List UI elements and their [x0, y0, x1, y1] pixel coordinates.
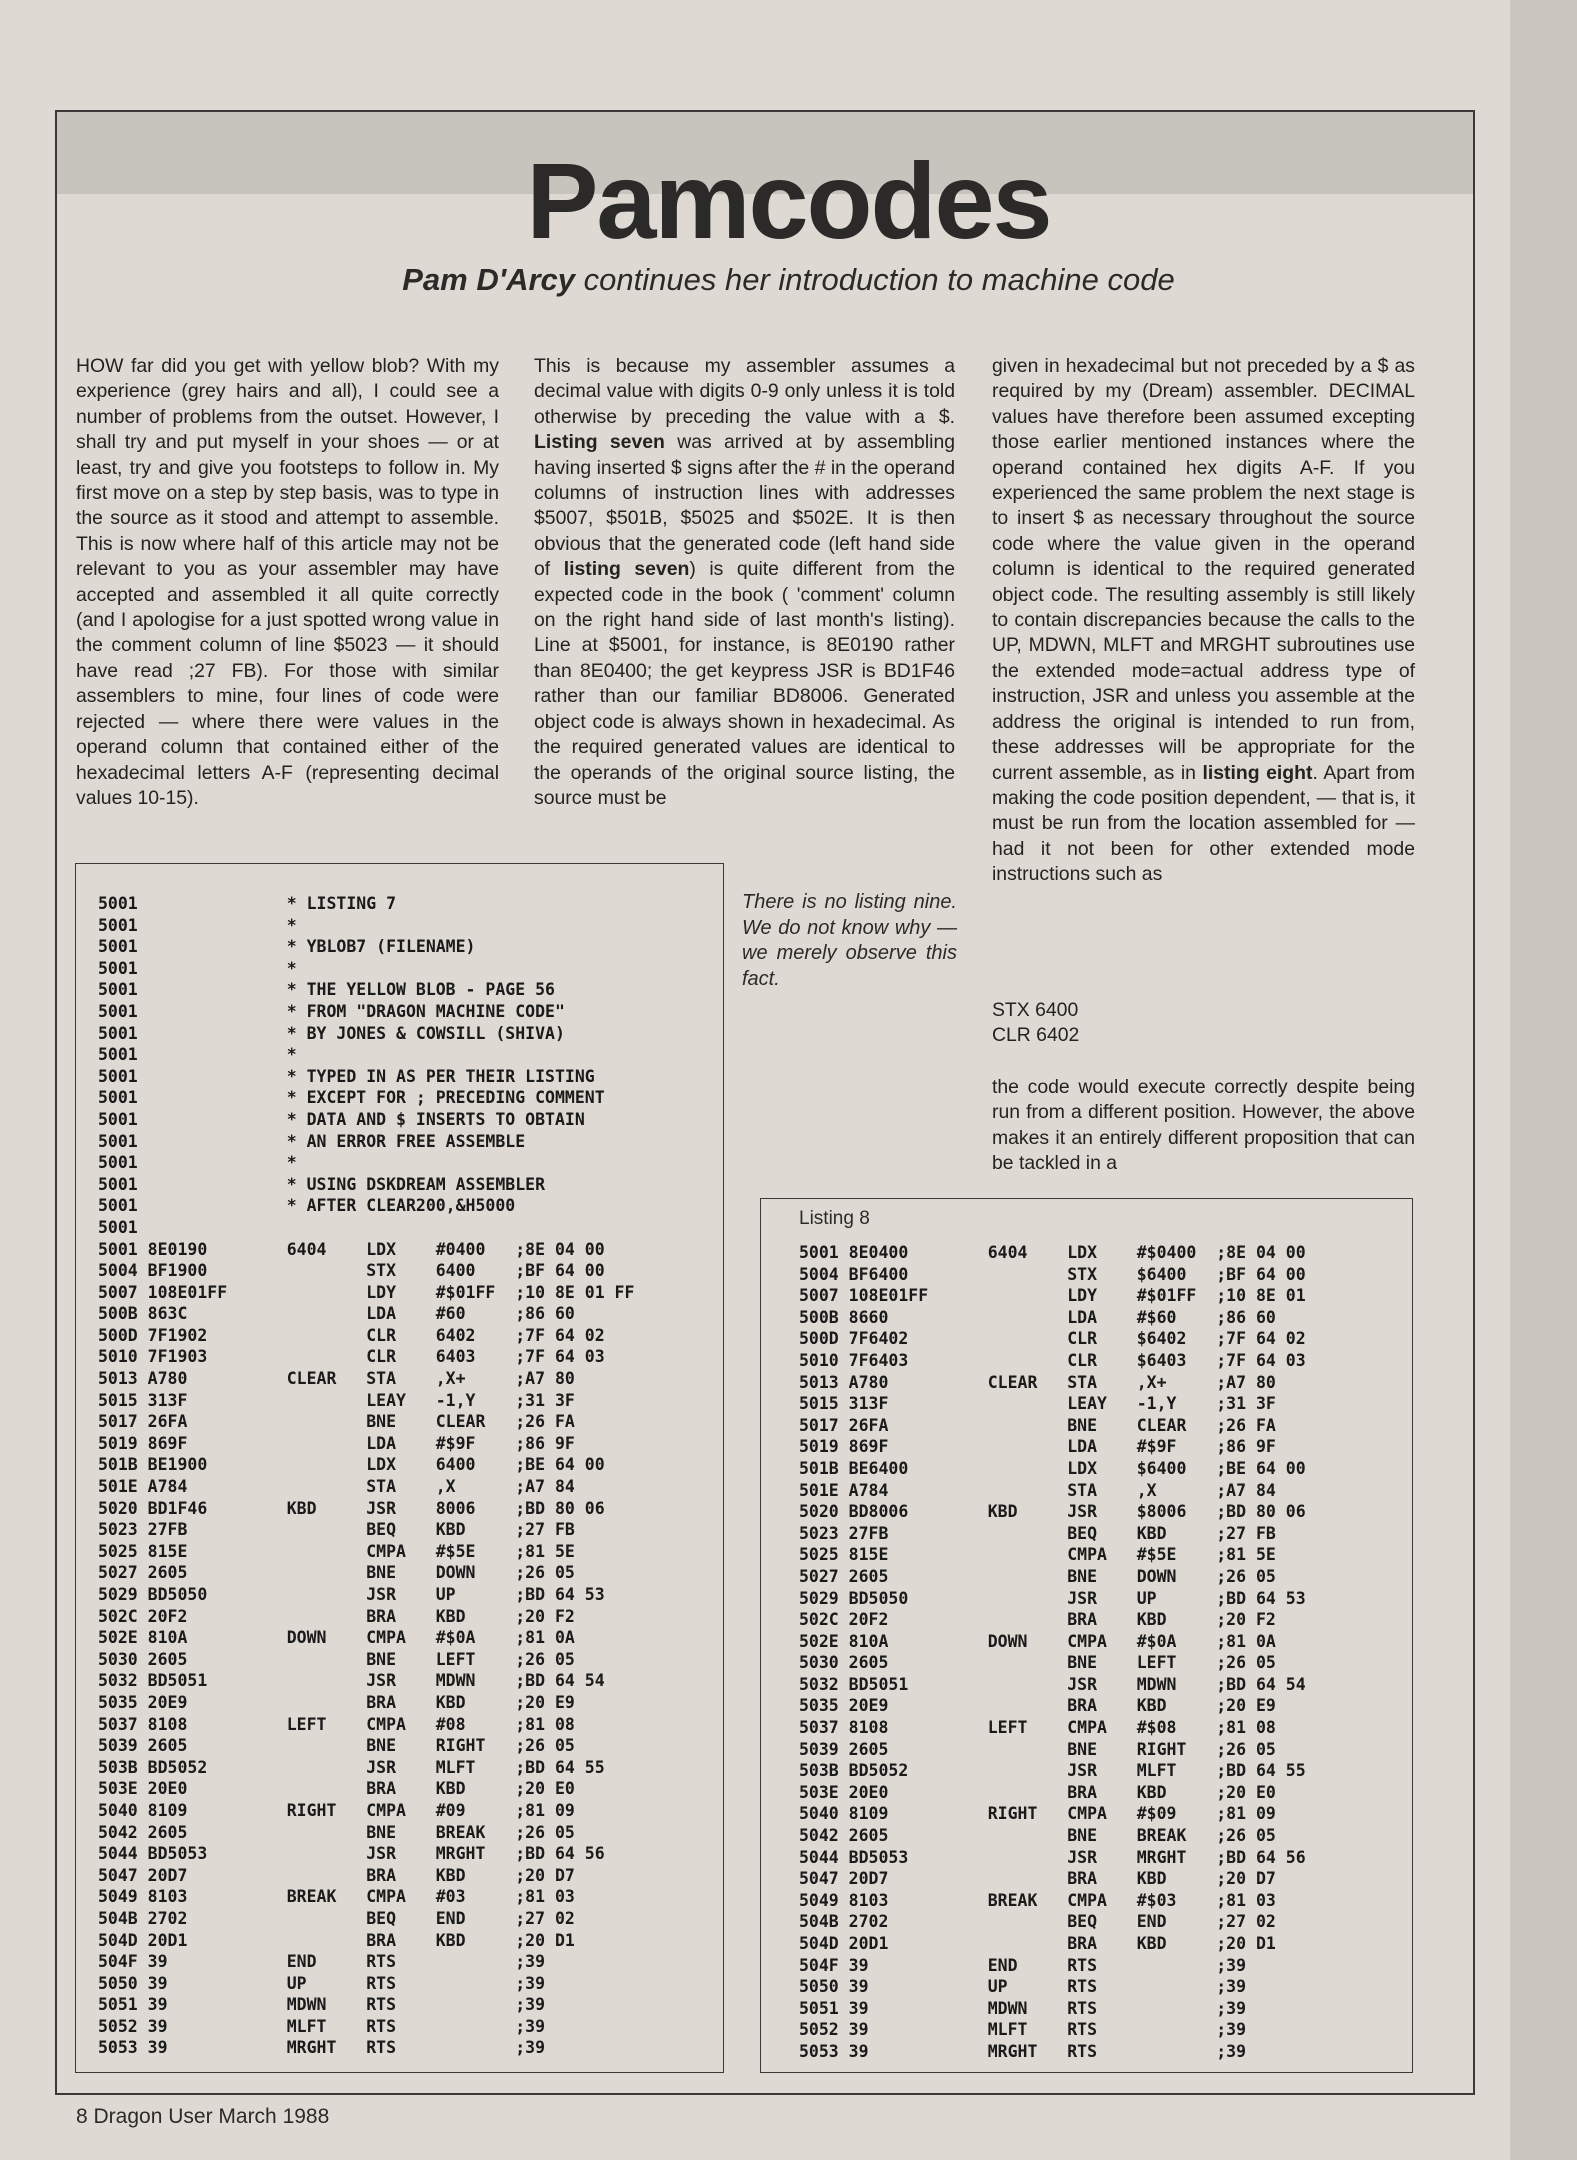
listing-7-code: [98, 893, 634, 2059]
code-listing-line: 5001 * AN ERROR FREE ASSEMBLE: [98, 1131, 526, 1151]
code-listing-line: 5032 BD5051 JSR MDWN ;BD 64 54: [799, 1674, 1306, 1694]
code-line: CLR 6402: [992, 1024, 1080, 1047]
code-listing-line: 5001 8E0190 6404 LDX #0400 ;8E 04 00: [98, 1239, 605, 1259]
code-listing-line: 5052 39 MLFT RTS ;39: [98, 2016, 546, 2036]
code-listing-line: 5047 20D7 BRA KBD ;20 D7: [799, 1869, 1276, 1889]
code-listing-line: 5001 *: [98, 915, 297, 935]
listing-reference: listing eight: [1202, 761, 1313, 784]
code-listing-line: 5001 * THE YELLOW BLOB - PAGE 56: [98, 980, 555, 1000]
body-column-1: [76, 354, 499, 811]
code-listing-line: 5047 20D7 BRA KBD ;20 D7: [98, 1865, 575, 1885]
code-listing-line: 5020 BD1F46 KBD JSR 8006 ;BD 80 06: [98, 1498, 605, 1518]
code-listing-line: 5053 39 MRGHT RTS ;39: [799, 2041, 1247, 2061]
code-listing-line: 5013 A780 CLEAR STA ,X+ ;A7 80: [98, 1369, 575, 1389]
byline-text: continues her introduction to machine code: [575, 262, 1175, 297]
code-listing-line: 500B 8660 LDA #$60 ;86 60: [799, 1307, 1276, 1327]
code-listing-line: 504B 2702 BEQ END ;27 02: [799, 1912, 1276, 1932]
article-title: Pamcodes: [526, 140, 1051, 261]
body-column-3: [992, 354, 1415, 888]
code-listing-line: 501E A784 STA ,X ;A7 84: [799, 1480, 1276, 1500]
code-listing-line: 5025 815E CMPA #$5E ;81 5E: [98, 1541, 575, 1561]
code-listing-line: 5001: [98, 1217, 138, 1237]
code-listing-line: 5044 BD5053 JSR MRGHT ;BD 64 56: [799, 1847, 1306, 1867]
code-listing-line: 5032 BD5051 JSR MDWN ;BD 64 54: [98, 1671, 605, 1691]
text-run: This is because my assembler assumes a decimal value with digits 0-9 only unless it is told otherwise by preceding the value with a $.: [534, 355, 955, 428]
code-listing-line: 5029 BD5050 JSR UP ;BD 64 53: [98, 1585, 605, 1604]
code-listing-line: 5001 * USING DSKDREAM ASSEMBLER: [98, 1174, 546, 1194]
listing-8-code: [799, 1242, 1306, 2063]
code-listing-line: 5037 8108 LEFT CMPA #08 ;81 08: [98, 1714, 575, 1734]
code-listing-line: 5004 BF6400 STX $6400 ;BF 64 00: [799, 1264, 1306, 1284]
code-listing-line: 5027 2605 BNE DOWN ;26 05: [799, 1566, 1276, 1586]
author-name: Pam D'Arcy: [402, 262, 576, 297]
code-listing-line: 502C 20F2 BRA KBD ;20 F2: [799, 1610, 1276, 1630]
code-listing-line: 501B BE6400 LDX $6400 ;BE 64 00: [799, 1458, 1306, 1478]
code-listing-line: 5001 * LISTING 7: [98, 894, 397, 913]
facing-page-edge: [1510, 0, 1577, 2160]
code-listing-line: 5039 2605 BNE RIGHT ;26 05: [799, 1739, 1276, 1759]
code-listing-line: 5010 7F6403 CLR $6403 ;7F 64 03: [799, 1350, 1306, 1370]
code-line: STX 6400: [992, 999, 1079, 1021]
code-listing-line: 5001 * AFTER CLEAR200,&H5000: [98, 1196, 516, 1216]
article-byline: [0, 262, 1577, 298]
text-run: was arrived at by assembling having inserted $ signs after the # in the operand columns of instruction lines with addresses $5007, $501B, $5025 and $502E. It is then obvious that the generated code (left hand side of: [534, 431, 956, 581]
code-listing-line: 5015 313F LEAY -1,Y ;31 3F: [98, 1390, 575, 1410]
code-listing-line: 5010 7F1903 CLR 6403 ;7F 64 03: [98, 1347, 605, 1367]
code-listing-line: 503B BD5052 JSR MLFT ;BD 64 55: [799, 1761, 1306, 1781]
code-listing-line: 5023 27FB BEQ KBD ;27 FB: [799, 1523, 1276, 1543]
code-listing-line: 5044 BD5053 JSR MRGHT ;BD 64 56: [98, 1844, 605, 1864]
code-listing-line: 5049 8103 BREAK CMPA #$03 ;81 03: [799, 1890, 1276, 1910]
code-listing-line: 504D 20D1 BRA KBD ;20 D1: [799, 1934, 1276, 1953]
code-listing-line: 5050 39 UP RTS ;39: [799, 1977, 1247, 1997]
code-listing-line: 5017 26FA BNE CLEAR ;26 FA: [98, 1412, 575, 1432]
code-listing-line: 5039 2605 BNE RIGHT ;26 05: [98, 1736, 575, 1756]
code-listing-line: 5051 39 MDWN RTS ;39: [98, 1995, 546, 2015]
code-listing-line: 5029 BD5050 JSR UP ;BD 64 53: [799, 1588, 1306, 1608]
code-listing-line: 5049 8103 BREAK CMPA #03 ;81 03: [98, 1887, 575, 1907]
code-listing-line: 5035 20E9 BRA KBD ;20 E9: [799, 1696, 1276, 1716]
code-listing-line: 5042 2605 BNE BREAK ;26 05: [799, 1826, 1276, 1846]
code-listing-line: 5030 2605 BNE LEFT ;26 05: [98, 1649, 575, 1669]
code-listing-line: 503E 20E0 BRA KBD ;20 E0: [98, 1779, 575, 1799]
code-listing-line: 5052 39 MLFT RTS ;39: [799, 2020, 1247, 2040]
code-listing-line: 5037 8108 LEFT CMPA #$08 ;81 08: [799, 1718, 1276, 1738]
body-paragraph: [534, 354, 955, 811]
code-listing-line: 5053 39 MRGHT RTS ;39: [98, 2038, 546, 2058]
code-listing-line: 5015 313F LEAY -1,Y ;31 3F: [799, 1394, 1276, 1414]
code-listing-line: 5017 26FA BNE CLEAR ;26 FA: [799, 1415, 1276, 1435]
code-listing-line: 5051 39 MDWN RTS ;39: [799, 1998, 1247, 2018]
code-listing-line: 5027 2605 BNE DOWN ;26 05: [98, 1563, 575, 1583]
code-listing-line: 500D 7F1902 CLR 6402 ;7F 64 02: [98, 1325, 605, 1345]
code-listing-line: 5001 * YBLOB7 (FILENAME): [98, 937, 476, 957]
code-listing-line: 5007 108E01FF LDY #$01FF ;10 8E 01 FF: [98, 1282, 635, 1302]
code-listing-line: 5001 8E0400 6404 LDX #$0400 ;8E 04 00: [799, 1243, 1306, 1262]
code-listing-line: 504B 2702 BEQ END ;27 02: [98, 1908, 575, 1928]
code-listing-line: 5001 *: [98, 1045, 297, 1065]
code-listing-line: 5001 * FROM "DRAGON MACHINE CODE": [98, 1001, 565, 1021]
code-listing-line: 500D 7F6402 CLR $6402 ;7F 64 02: [799, 1329, 1306, 1349]
code-listing-line: 5040 8109 RIGHT CMPA #$09 ;81 09: [799, 1804, 1276, 1824]
code-listing-line: 5023 27FB BEQ KBD ;27 FB: [98, 1520, 575, 1540]
code-listing-line: 5030 2605 BNE LEFT ;26 05: [799, 1653, 1276, 1673]
code-listing-line: 500B 863C LDA #60 ;86 60: [98, 1304, 575, 1324]
body-paragraph: the code would execute correctly despite being run from a different position. However, the above makes it an entirely different proposition that can be tackled in a: [992, 1076, 1415, 1175]
body-column-3-continued: [992, 1075, 1415, 1177]
code-listing-line: 5001 * BY JONES & COWSILL (SHIVA): [98, 1023, 565, 1043]
body-paragraph: [992, 354, 1415, 888]
code-listing-line: 501B BE1900 LDX 6400 ;BE 64 00: [98, 1455, 605, 1475]
code-listing-line: 502E 810A DOWN CMPA #$0A ;81 0A: [98, 1628, 575, 1648]
listing-reference: listing seven: [563, 558, 690, 581]
code-listing-line: 504F 39 END RTS ;39: [98, 1952, 546, 1972]
code-listing-line: 504F 39 END RTS ;39: [799, 1955, 1247, 1975]
text-run: given in hexadecimal but not preceded by a $ as required by my (Dream) assembler. DECIMAL values have therefore been assumed excepting those earlier mentioned instances where the operand contained hex digits A-F. If you experienced the same problem the next stage is to insert $ as necessary throughout the source code where the value given in the operand column is identical to the required generated object code. The resulting assembly is still likely to contain discrepancies because the calls to the UP, MDWN, MLFT and MRGHT subroutines use the extended mode=actual address type of instruction, JSR and unless you assemble at the address the original is intended to run from, these addresses will be appropriate for the current assemble, as in: [992, 355, 1415, 784]
code-listing-line: 5050 39 UP RTS ;39: [98, 1973, 546, 1993]
code-listing-line: 5001 *: [98, 1153, 297, 1173]
code-listing-line: 501E A784 STA ,X ;A7 84: [98, 1477, 575, 1497]
listing-8-title: Listing 8: [799, 1208, 870, 1229]
code-listing-line: 5001 * EXCEPT FOR ; PRECEDING COMMENT: [98, 1088, 605, 1108]
body-column-2: [534, 354, 955, 811]
page-footer: 8 Dragon User March 1988: [76, 2105, 330, 2128]
code-listing-line: 5013 A780 CLEAR STA ,X+ ;A7 80: [799, 1372, 1276, 1392]
listing-reference: Listing seven: [534, 431, 665, 454]
code-listing-line: 504D 20D1 BRA KBD ;20 D1: [98, 1930, 575, 1950]
code-listing-line: 5001 * TYPED IN AS PER THEIR LISTING: [98, 1066, 595, 1086]
code-listing-line: 5040 8109 RIGHT CMPA #09 ;81 09: [98, 1800, 575, 1820]
code-listing-line: 5025 815E CMPA #$5E ;81 5E: [799, 1545, 1276, 1565]
code-listing-line: 5019 869F LDA #$9F ;86 9F: [799, 1437, 1276, 1457]
code-listing-line: 5007 108E01FF LDY #$01FF ;10 8E 01: [799, 1286, 1306, 1306]
code-listing-line: 502C 20F2 BRA KBD ;20 F2: [98, 1606, 575, 1626]
code-listing-line: 5001 * DATA AND $ INSERTS TO OBTAIN: [98, 1109, 585, 1129]
body-paragraph: HOW far did you get with yellow blob? With my experience (grey hairs and all), I could see a number of problems from the outset. However, I shall try and put myself in your shoes — or at least, try and give you footsteps to follow in. My first move on a step by step basis, was to type in the source as it stood and attempt to assemble. This is now where half of this article may not be relevant to you as your assembler may have accepted and assembled it all quite correctly (and I apologise for a just spotted wrong value in the comment column of line $5023 — it should have read ;27 FB). For those with similar assemblers to mine, four lines of code were rejected — where there were values in the operand column that contained either of the hexadecimal letters A-F (representing decimal values 10-15).: [76, 355, 499, 809]
code-listing-line: 5020 BD8006 KBD JSR $8006 ;BD 80 06: [799, 1502, 1306, 1522]
code-listing-line: 502E 810A DOWN CMPA #$0A ;81 0A: [799, 1631, 1276, 1651]
code-example: [992, 998, 1415, 1049]
editor-note: There is no listing nine. We do not know why — we merely observe this fact.: [742, 891, 957, 990]
code-listing-line: 503B BD5052 JSR MLFT ;BD 64 55: [98, 1757, 605, 1777]
text-run: . Apart from making the code position dependent, — that is, it must be run from the location assembled for — had it not been for other extended mode instructions such as: [992, 761, 1415, 886]
text-run: ) is quite different from the expected code in the book ( 'comment' column on the right hand side of last month's listing). Line at $5001, for instance, is 8E0190 rather than 8E0400; the get keypress JSR is BD1F46 rather than our familiar BD8006. Generated object code is always shown in hexadecimal. As the required generated values are identical to the operands of the original source listing, the source must be: [534, 558, 955, 809]
code-listing-line: 5042 2605 BNE BREAK ;26 05: [98, 1822, 575, 1842]
code-listing-line: 5019 869F LDA #$9F ;86 9F: [98, 1433, 575, 1453]
code-listing-line: 5004 BF1900 STX 6400 ;BF 64 00: [98, 1261, 605, 1281]
code-listing-line: 5001 *: [98, 958, 297, 978]
code-listing-line: 503E 20E0 BRA KBD ;20 E0: [799, 1782, 1276, 1802]
code-listing-line: 5035 20E9 BRA KBD ;20 E9: [98, 1692, 575, 1712]
